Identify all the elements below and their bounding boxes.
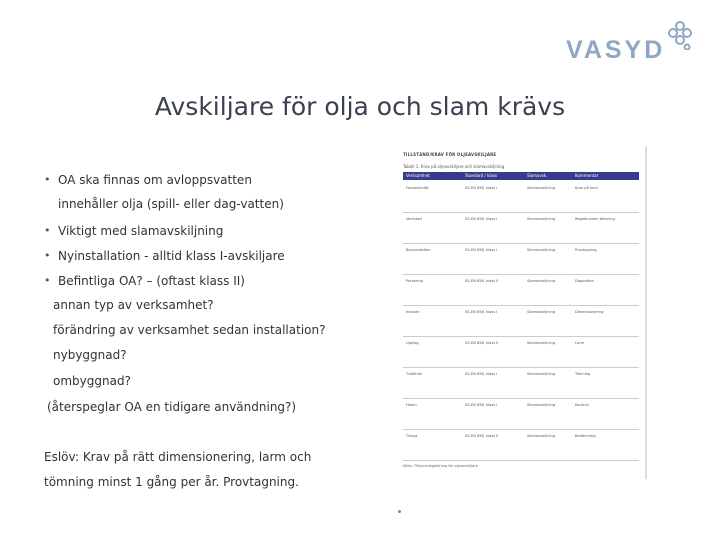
doc-table-header — [403, 172, 639, 180]
logo-mark-icon — [666, 20, 694, 50]
doc-table-row — [403, 399, 639, 430]
doc-table-cell: SS-EN 858, klass I — [465, 248, 498, 252]
doc-table-cell: SS-EN 858, klass II — [465, 341, 499, 345]
doc-table-cell: Slamavskiljning — [527, 403, 556, 407]
doc-table-row — [403, 368, 639, 399]
doc-table-cell: Parkering — [406, 279, 423, 283]
bullet-line-1: • OA ska finnas om avloppsvatten — [58, 173, 252, 187]
vasyd-logo — [566, 20, 698, 64]
doc-header-cell: Standard / klass — [465, 173, 498, 178]
doc-table-cell: SS-EN 858, klass I — [465, 372, 498, 376]
doc-table-cell: Slamavskiljning — [527, 434, 556, 438]
text-line-2: innehåller olja (spill- eller dag-vatten) — [58, 197, 284, 211]
slide-title: Avskiljare för olja och slam krävs — [154, 92, 566, 121]
doc-table-cell: Fordonstvätt — [406, 186, 429, 190]
bullet-line-4: • Nyinstallation - alltid klass I-avskiljare — [58, 249, 285, 263]
doc-table-row — [403, 182, 639, 213]
doc-table-cell: Regelbunden tömning — [575, 217, 615, 221]
doc-table-row — [403, 306, 639, 337]
doc-table-cell: Slamavskiljning — [527, 217, 556, 221]
doc-table-cell: Övrigt — [406, 434, 418, 438]
doc-title: TILLSTÅND/KRAV FÖR OLJEAVSKILJARE — [403, 152, 497, 157]
doc-table-row — [403, 430, 639, 461]
text-line-8: nybyggnad? — [53, 348, 127, 362]
doc-table-cell: SS-EN 858, klass I — [465, 217, 498, 221]
doc-table-row — [403, 275, 639, 306]
doc-table-cell: Slamavskiljning — [527, 372, 556, 376]
bullet-line-3: • Viktigt med slamavskiljning — [58, 224, 223, 238]
doc-table-cell: Bedömning — [575, 434, 596, 438]
doc-table-cell: Kontroll — [575, 403, 589, 407]
doc-header-cell: Kommentar — [575, 173, 599, 178]
text-line-12: tömning minst 1 gång per år. Provtagning. — [44, 475, 299, 489]
page-marker — [398, 510, 401, 513]
text-line-11: Eslöv: Krav på rätt dimensionering, larm och — [44, 450, 312, 464]
doc-table-cell: Slamavskiljning — [527, 310, 556, 314]
doc-table-row — [403, 213, 639, 244]
doc-table-cell: SS-EN 858, klass I — [465, 403, 498, 407]
doc-header-cell: Verksamhet — [406, 173, 430, 178]
doc-table-cell: SS-EN 858, klass II — [465, 434, 499, 438]
doc-table-cell: Slamavskiljning — [527, 186, 556, 190]
doc-edge — [645, 146, 647, 479]
doc-table-cell: SS-EN 858, klass I — [465, 310, 498, 314]
bullet-line-5: • Befintliga OA? – (oftast klass II) — [58, 274, 245, 288]
doc-table-row — [403, 244, 639, 275]
doc-table-cell: Larm — [575, 341, 585, 345]
doc-table-cell: Provtagning — [575, 248, 597, 252]
doc-table-cell: Tömning — [575, 372, 591, 376]
doc-subtitle: Tabell 1. Krav på oljeavskiljare och slamavskiljning — [403, 164, 505, 169]
doc-table-cell: Slamavskiljning — [527, 279, 556, 283]
doc-footer: Källa: Tillsynsvägledning för oljeavskiljare — [403, 464, 478, 468]
text-line-6: annan typ av verksamhet? — [53, 298, 214, 312]
text-line-7: förändring av verksamhet sedan installation? — [53, 323, 326, 337]
doc-table-cell: Dagvatten — [575, 279, 594, 283]
text-line-10: (återspeglar OA en tidigare användning?) — [47, 400, 297, 414]
scanned-regulation-table — [395, 146, 647, 479]
doc-table-cell: Industri — [406, 310, 420, 314]
logo-text: VASYD — [566, 36, 666, 64]
doc-table-cell: Hamn — [406, 403, 417, 407]
doc-table-cell: Krav på larm — [575, 186, 599, 190]
doc-table-cell: Dimensionering — [575, 310, 604, 314]
doc-table-cell: SS-EN 858, klass I — [465, 186, 498, 190]
text-line-9: ombyggnad? — [53, 374, 131, 388]
doc-table-cell: Bensinstation — [406, 248, 431, 252]
doc-table-cell: Upplag — [406, 341, 419, 345]
doc-table-cell: Tvätthall — [406, 372, 422, 376]
doc-table-row — [403, 337, 639, 368]
doc-header-cell: Slamavsk. — [527, 173, 548, 178]
doc-table-cell: SS-EN 858, klass II — [465, 279, 499, 283]
doc-table-cell: Verkstad — [406, 217, 422, 221]
doc-table-cell: Slamavskiljning — [527, 248, 556, 252]
doc-table-cell: Slamavskiljning — [527, 341, 556, 345]
